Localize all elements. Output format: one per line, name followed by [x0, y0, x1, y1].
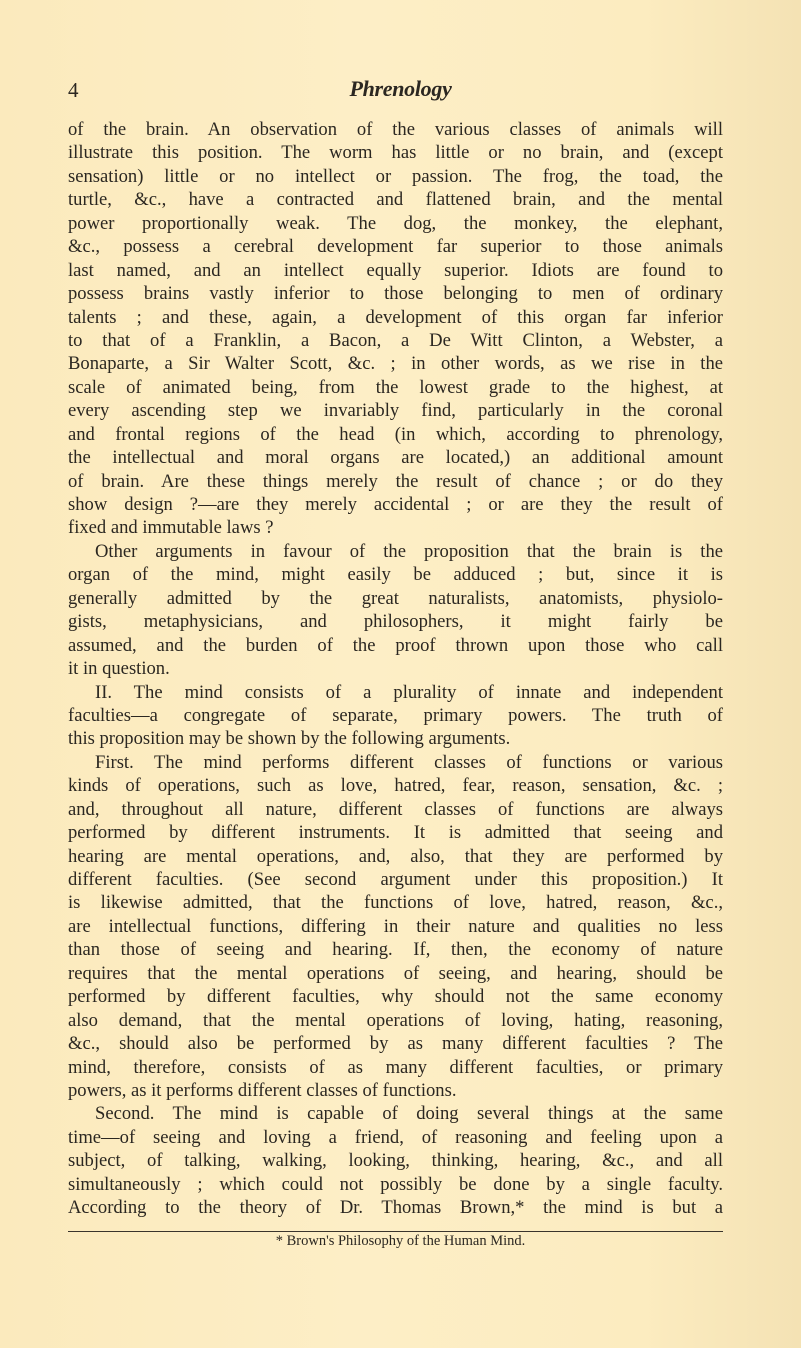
text-line: different faculties. (See second argument under this proposition.) It: [68, 869, 723, 890]
text-line: &c., should also be performed by as many different faculties ? The: [68, 1033, 723, 1055]
paragraph: [68, 1102, 723, 1219]
text-line: and frontal regions of the head (in which, according to phrenology,: [68, 423, 723, 445]
text-line: mind, therefore, consists of as many different faculties, or primary: [68, 1056, 723, 1078]
text-line: Other arguments in favour of the proposition that the brain is the: [95, 540, 723, 562]
text-line: this proposition may be shown by the following arguments.: [68, 728, 511, 750]
body-text: [68, 118, 723, 1220]
text-line: assumed, and the burden of the proof thrown upon those who call: [68, 634, 723, 656]
text-line: organ of the mind, might easily be adduced ; but, since it is: [68, 564, 723, 586]
text-line: than those of seeing and hearing. If, then, the economy of nature: [68, 939, 723, 961]
paragraph: [68, 751, 723, 1103]
text-line: also demand, that the mental operations of loving, hating, reasoning,: [68, 1009, 723, 1031]
text-line: and, throughout all nature, different classes of functions are always: [68, 798, 723, 820]
paragraph: [68, 681, 723, 751]
text-line: is likewise admitted, that the functions of love, hatred, reason, &c.,: [68, 892, 723, 914]
text-line: show design ?—are they merely accidental ; or are they the result of: [68, 494, 723, 515]
text-line: turtle, &c., have a contracted and flattened brain, and the mental: [68, 189, 723, 211]
text-line: fixed and immutable laws ?: [68, 517, 274, 539]
text-line: performed by different faculties, why should not the same economy: [68, 986, 723, 1008]
text-line: &c., possess a cerebral development far superior to those animals: [68, 236, 723, 258]
text-line: it in question.: [68, 658, 170, 680]
text-line: First. The mind performs different classes of functions or various: [95, 751, 723, 773]
text-line: possess brains vastly inferior to those belonging to men of ordinary: [68, 283, 723, 305]
text-line: simultaneously ; which could not possibly be done by a single faculty.: [68, 1173, 723, 1195]
text-line: last named, and an intellect equally superior. Idiots are found to: [68, 259, 723, 281]
text-line: talents ; and these, again, a development of this organ far inferior: [68, 306, 723, 328]
text-line: of brain. Are these things merely the result of chance ; or do they: [68, 470, 723, 492]
text-line: powers, as it performs different classes of functions.: [68, 1079, 457, 1101]
text-line: time—of seeing and loving a friend, of reasoning and feeling upon a: [68, 1126, 723, 1148]
text-line: According to the theory of Dr. Thomas Brown,* the mind is but a: [68, 1197, 723, 1219]
paragraph: [68, 540, 723, 681]
text-line: to that of a Franklin, a Bacon, a De Witt Clinton, a Webster, a: [68, 329, 723, 351]
text-line: hearing are mental operations, and, also, that they are performed by: [68, 845, 723, 867]
text-line: performed by different instruments. It is admitted that seeing and: [68, 822, 723, 844]
text-line: Second. The mind is capable of doing several things at the same: [95, 1103, 723, 1125]
text-line: scale of animated being, from the lowest grade to the highest, at: [68, 376, 723, 398]
text-line: gists, metaphysicians, and philosophers, it might fairly be: [68, 611, 723, 633]
text-line: of the brain. An observation of the various classes of animals will: [68, 119, 723, 140]
text-line: requires that the mental operations of seeing, and hearing, should be: [68, 962, 723, 984]
text-line: faculties—a congregate of separate, primary powers. The truth of: [68, 704, 723, 726]
text-line: the intellectual and moral organs are located,) an additional amount: [68, 447, 723, 469]
text-line: sensation) little or no intellect or passion. The frog, the toad, the: [68, 165, 723, 187]
text-line: generally admitted by the great naturalists, anatomists, physiolo-: [68, 587, 723, 609]
text-line: illustrate this position. The worm has little or no brain, and (except: [68, 142, 723, 164]
running-title: Phrenology: [349, 76, 452, 101]
footnote-rule: [68, 1231, 723, 1232]
page-number: 4: [68, 78, 79, 102]
text-line: power proportionally weak. The dog, the monkey, the elephant,: [68, 212, 723, 234]
text-line: II. The mind consists of a plurality of innate and independent: [95, 681, 723, 703]
paragraph: [68, 118, 723, 540]
text-line: Bonaparte, a Sir Walter Scott, &c. ; in other words, as we rise in the: [68, 353, 723, 375]
text-line: subject, of talking, walking, looking, thinking, hearing, &c., and all: [68, 1150, 723, 1172]
footnote: * Brown's Philosophy of the Human Mind.: [275, 1233, 526, 1249]
text-line: every ascending step we invariably find, particularly in the coronal: [68, 400, 723, 422]
text-line: are intellectual functions, differing in their nature and qualities no less: [68, 915, 723, 937]
text-line: kinds of operations, such as love, hatred, fear, reason, sensation, &c. ;: [68, 775, 723, 797]
